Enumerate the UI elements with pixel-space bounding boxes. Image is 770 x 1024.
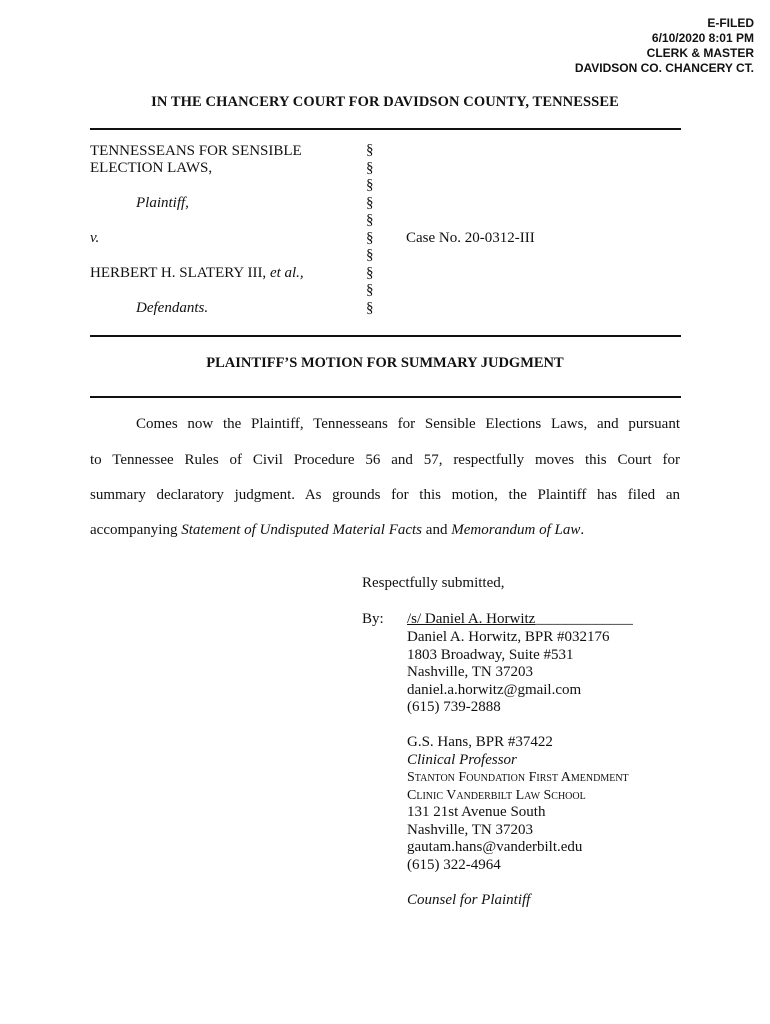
section-symbol-3: § (366, 177, 374, 193)
body-line-4-mid: and (422, 522, 452, 538)
body-line-4-start: accompanying (90, 522, 182, 538)
stamp-datetime: 6/10/2020 8:01 PM (651, 31, 754, 45)
memorandum-ref: Memorandum of Law (451, 522, 581, 538)
body-line-3: summary declaratory judgment. As grounds for this motion, the Plaintiff has filed an (90, 487, 680, 503)
defendant-etal: et al., (269, 265, 304, 281)
plaintiff-role: Plaintiff, (136, 195, 189, 211)
counsel2-title: Clinical Professor (407, 751, 517, 768)
signature-line (407, 611, 633, 629)
body-line-2: to Tennessee Rules of Civil Procedure 56 and 57, respectfully moves this Court for (90, 452, 680, 468)
counsel2-org-line2: Clinic Vanderbilt Law School (407, 787, 586, 803)
signature-text: /s/ Daniel A. Horwitz (407, 611, 536, 627)
section-symbol-1: § (366, 142, 374, 158)
section-symbol-6: § (366, 229, 374, 246)
counsel-for-plaintiff: Counsel for Plaintiff (407, 892, 531, 908)
counsel1-phone: (615) 739-2888 (407, 699, 501, 715)
counsel2-address1: 131 21st Avenue South (407, 804, 546, 820)
body-line-4-end: . (580, 522, 585, 538)
efiled-stamp (575, 16, 754, 76)
section-symbol-4: § (366, 194, 374, 211)
plaintiff-name-line2: ELECTION LAWS, (90, 160, 213, 176)
plaintiff-name-line1: TENNESSEANS FOR SENSIBLE (90, 143, 302, 159)
case-number: Case No. 20-0312-III (406, 230, 535, 246)
defendant-role: Defendants. (136, 300, 209, 316)
caption-bottom-rule (90, 335, 681, 337)
counsel1-email: daniel.a.horwitz@gmail.com (407, 681, 582, 698)
section-symbol-8: § (366, 264, 374, 281)
defendant-name (90, 264, 304, 282)
stamp-clerk: CLERK & MASTER (646, 46, 754, 60)
motion-title: PLAINTIFF’S MOTION FOR SUMMARY JUDGMENT (206, 355, 564, 371)
section-symbol-2: § (366, 159, 374, 176)
section-symbol-10: § (366, 299, 374, 316)
counsel2-phone: (615) 322-4964 (407, 856, 501, 873)
stamp-efiled: E-FILED (707, 16, 754, 30)
section-symbol-7: § (366, 247, 374, 263)
counsel1-name: Daniel A. Horwitz, BPR #032176 (407, 629, 610, 645)
court-title: IN THE CHANCERY COURT FOR DAVIDSON COUNTY, TENNESSEE (151, 94, 619, 110)
counsel2-email: gautam.hans@vanderbilt.edu (407, 839, 583, 855)
title-bottom-rule (90, 396, 681, 398)
counsel2-name: G.S. Hans, BPR #37422 (407, 734, 553, 750)
signature-blank: _____________ (535, 611, 633, 627)
section-symbol-9: § (366, 282, 374, 298)
by-label: By: (362, 611, 384, 627)
versus: v. (90, 230, 100, 246)
body-line-4 (90, 522, 680, 539)
stamp-court: DAVIDSON CO. CHANCERY CT. (574, 61, 754, 75)
respectfully-submitted: Respectfully submitted, (362, 575, 505, 591)
counsel1-address2: Nashville, TN 37203 (407, 664, 533, 680)
statement-of-facts-ref: Statement of Undisputed Material Facts (181, 522, 423, 538)
counsel2-org-line1: Stanton Foundation First Amendment (407, 770, 629, 785)
counsel2-address2: Nashville, TN 37203 (407, 821, 533, 838)
body-line-1: Comes now the Plaintiff, Tennesseans for Sensible Elections Laws, and pursuant (136, 416, 680, 432)
caption-top-rule (90, 128, 681, 130)
section-symbol-5: § (366, 212, 374, 228)
counsel1-address1: 1803 Broadway, Suite #531 (407, 646, 574, 663)
defendant-name-text: HERBERT H. SLATERY III, (90, 265, 267, 281)
